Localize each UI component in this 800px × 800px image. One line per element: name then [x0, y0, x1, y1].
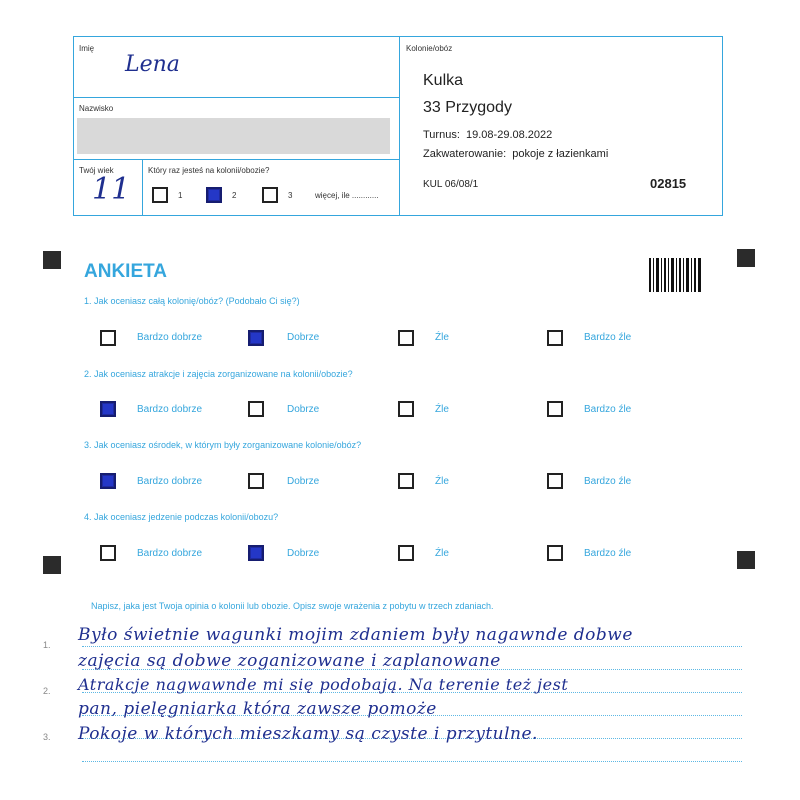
q2-option-zle: Źle [435, 404, 449, 415]
visit-checkbox-2[interactable] [206, 187, 222, 203]
registration-marker-top-left [43, 251, 61, 269]
header-divider-2 [73, 159, 400, 160]
q3-option-bardzo-zle: Bardzo źle [584, 476, 632, 487]
q1-option-dobrze: Dobrze [287, 332, 320, 343]
q4-checkbox-zle[interactable] [398, 545, 414, 561]
opinion-prompt: Napisz, jaka jest Twoja opinia o kolonii lub obozie. Opisz swoje wrażenia z pobytu w trzech zdaniach. [91, 601, 494, 611]
q1-checkbox-dobrze[interactable] [248, 330, 264, 346]
q1-option-bardzo-dobrze: Bardzo dobrze [137, 332, 203, 343]
q3-checkbox-bardzo-dobrze[interactable] [100, 473, 116, 489]
q4-option-bardzo-dobrze: Bardzo dobrze [137, 548, 203, 559]
visit-option-1: 1 [178, 191, 183, 200]
q2-option-bardzo-zle: Bardzo źle [584, 404, 632, 415]
q2-checkbox-bardzo-dobrze[interactable] [100, 401, 116, 417]
q1-checkbox-zle[interactable] [398, 330, 414, 346]
q4-option-zle: Źle [435, 548, 449, 559]
registration-marker-top-right [737, 249, 755, 267]
opinion-line-4: pan, pielęgniarka która zawsze pomoże [78, 699, 437, 719]
imie-value: Lena [125, 52, 180, 77]
turnus-row [423, 129, 552, 141]
opinion-line-3: Atrakcje nagwawnde mi się podobają. Na terenie też jest [78, 675, 569, 694]
q1-option-bardzo-zle: Bardzo źle [584, 332, 632, 343]
writing-line-6 [82, 761, 742, 762]
header-divider-1 [73, 97, 400, 98]
form-number: 02815 [650, 176, 687, 191]
opinion-line-5: Pokoje w których mieszkamy są czyste i przytulne. [78, 724, 538, 744]
header-divider-vertical [399, 36, 400, 216]
kolonia-program: 33 Przygody [423, 99, 512, 116]
turnus-value: 19.08-29.08.2022 [466, 129, 553, 141]
turnus-label: Turnus: [423, 129, 460, 141]
visit-option-3: 3 [288, 191, 293, 200]
q3-option-bardzo-dobrze: Bardzo dobrze [137, 476, 203, 487]
line-number-2: 2. [43, 686, 51, 696]
redacted-surname [77, 118, 390, 154]
wiek-label: Twój wiek [79, 166, 114, 175]
registration-marker-bottom-right [737, 551, 755, 569]
q3-option-zle: Źle [435, 476, 449, 487]
wiek-value: 11 [92, 172, 131, 207]
line-number-3: 3. [43, 732, 51, 742]
camp-code: KUL 06/08/1 [423, 179, 479, 190]
registration-marker-bottom-left [43, 556, 61, 574]
kolonia-name: Kulka [423, 72, 464, 89]
q2-option-bardzo-dobrze: Bardzo dobrze [137, 404, 203, 415]
q4-checkbox-dobrze[interactable] [248, 545, 264, 561]
question-2: 2. Jak oceniasz atrakcje i zajęcia zorganizowane na kolonii/obozie? [84, 369, 353, 379]
q1-option-zle: Źle [435, 332, 449, 343]
q3-checkbox-dobrze[interactable] [248, 473, 264, 489]
question-3: 3. Jak oceniasz ośrodek, w którym były zorganizowane kolonie/obóz? [84, 440, 362, 450]
q2-checkbox-dobrze[interactable] [248, 401, 264, 417]
q4-checkbox-bardzo-zle[interactable] [547, 545, 563, 561]
q1-checkbox-bardzo-zle[interactable] [547, 330, 563, 346]
visit-option-2: 2 [232, 191, 237, 200]
zakwaterowanie-value: pokoje z łazienkami [512, 148, 609, 160]
q4-checkbox-bardzo-dobrze[interactable] [100, 545, 116, 561]
q2-checkbox-zle[interactable] [398, 401, 414, 417]
line-number-1: 1. [43, 640, 51, 650]
wiecej-label: więcej, ile ............ [315, 191, 379, 200]
question-4: 4. Jak oceniasz jedzenie podczas kolonii/obozu? [84, 512, 279, 522]
q3-checkbox-zle[interactable] [398, 473, 414, 489]
q2-checkbox-bardzo-zle[interactable] [547, 401, 563, 417]
q1-checkbox-bardzo-dobrze[interactable] [100, 330, 116, 346]
q4-option-dobrze: Dobrze [287, 548, 320, 559]
barcode-icon [649, 258, 701, 292]
survey-title: ANKIETA [84, 261, 168, 282]
q3-option-dobrze: Dobrze [287, 476, 320, 487]
kolonia-label: Kolonie/obóz [406, 44, 453, 53]
opinion-line-2: zajęcia są dobwe zoganizowane i zaplanowane [78, 651, 501, 671]
q3-checkbox-bardzo-zle[interactable] [547, 473, 563, 489]
opinion-line-1: Było świetnie wagunki mojim zdaniem były nagawnde dobwe [78, 625, 633, 645]
question-1: 1. Jak oceniasz całą kolonię/obóz? (Podobało Ci się?) [84, 296, 300, 306]
zakwaterowanie-row [423, 148, 608, 160]
visit-checkbox-1[interactable] [152, 187, 168, 203]
q2-option-dobrze: Dobrze [287, 404, 320, 415]
imie-label: Imię [79, 44, 95, 53]
q4-option-bardzo-zle: Bardzo źle [584, 548, 632, 559]
writing-line-1 [82, 646, 742, 647]
visit-checkbox-3[interactable] [262, 187, 278, 203]
zakwaterowanie-label: Zakwaterowanie: [423, 148, 507, 160]
ktory-raz-label: Który raz jesteś na kolonii/obozie? [148, 166, 270, 175]
header-divider-3 [142, 159, 143, 216]
nazwisko-label: Nazwisko [79, 104, 114, 113]
